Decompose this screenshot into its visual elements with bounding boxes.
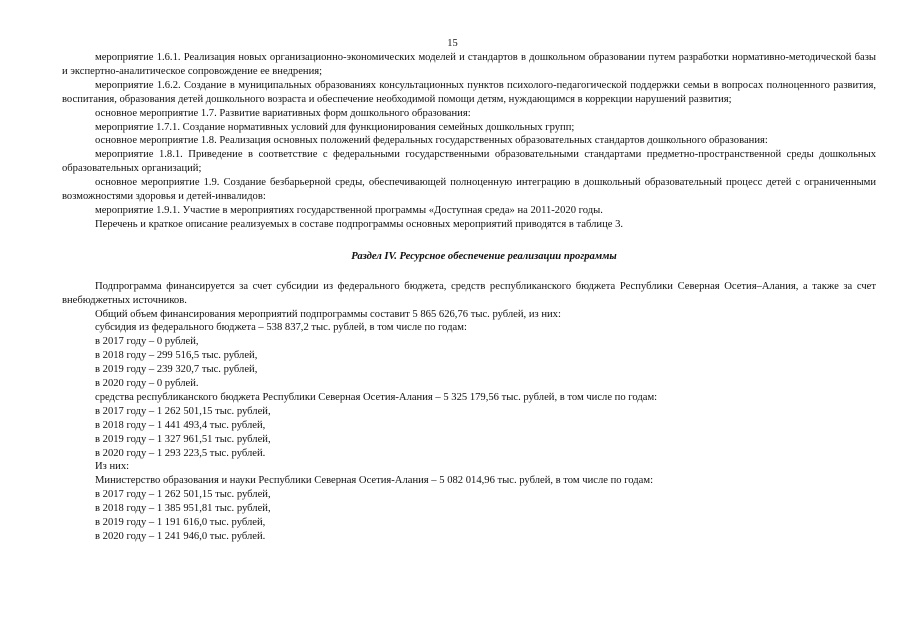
line-republic-2019: в 2019 году – 1 327 961,51 тыс. рублей, xyxy=(95,433,271,445)
line-federal-2018: в 2018 году – 299 516,5 тыс. рублей, xyxy=(95,350,258,362)
paragraph-measure-1-7-1: мероприятие 1.7.1. Создание нормативных условий для функционирования семейных дошкольных групп; xyxy=(95,121,575,133)
line-ministry-total: Министерство образования и науки Республики Северная Осетия-Алания – 5 082 014,96 тыс. рублей, в том числе по годам: xyxy=(95,475,654,487)
line-ministry-2019: в 2019 году – 1 191 616,0 тыс. рублей, xyxy=(95,517,266,529)
paragraph-main-measure-1-9: основное мероприятие 1.9. Создание безбарьерной среды, обеспечивающей полноценную интеграцию в дошкольный образовательный процесс детей с ограниченными возможностями здоровья и детей-инвалидов: xyxy=(62,177,876,203)
page-content xyxy=(62,51,876,544)
paragraph-main-measure-1-7: основное мероприятие 1.7. Развитие вариативных форм дошкольного образования: xyxy=(95,107,471,119)
line-ministry-2020: в 2020 году – 1 241 946,0 тыс. рублей. xyxy=(95,531,266,542)
line-republic-2020: в 2020 году – 1 293 223,5 тыс. рублей. xyxy=(95,447,266,459)
paragraph-table-reference: Перечень и краткое описание реализуемых в составе подпрограммы основных мероприятий приводятся в таблице 3. xyxy=(95,218,624,230)
line-republic-2018: в 2018 году – 1 441 493,4 тыс. рублей, xyxy=(95,419,266,431)
line-federal-2019: в 2019 году – 239 320,7 тыс. рублей, xyxy=(95,364,258,376)
line-federal-2017: в 2017 году – 0 рублей, xyxy=(95,336,199,348)
paragraph-funding-intro: Подпрограмма финансируется за счет субсидии из федерального бюджета, средств республиканского бюджета Республики Северная Осетия–Алания, а также за счет внебюджетных источников. xyxy=(62,280,876,306)
page-number: 15 xyxy=(447,38,458,49)
line-republic-budget: средства республиканского бюджета Республики Северная Осетия-Алания – 5 325 179,56 тыс. рублей, в том числе по годам: xyxy=(95,391,658,403)
line-ministry-2018: в 2018 году – 1 385 951,81 тыс. рублей, xyxy=(95,503,271,515)
line-federal-2020: в 2020 году – 0 рублей. xyxy=(95,378,199,390)
paragraph-main-measure-1-8: основное мероприятие 1.8. Реализация основных положений федеральных государственных образовательных стандартов дошкольного образования: xyxy=(95,135,768,147)
section-heading: Раздел IV. Ресурсное обеспечение реализации программы xyxy=(351,250,617,262)
line-ministry-2017: в 2017 году – 1 262 501,15 тыс. рублей, xyxy=(95,489,271,501)
paragraph-measure-1-8-1: мероприятие 1.8.1. Приведение в соответствие с федеральными государственными образовательными стандартами предметно-пространственной среды дошкольных образовательных организаций; xyxy=(62,149,876,175)
line-federal-subsidy: субсидия из федерального бюджета – 538 837,2 тыс. рублей, в том числе по годам: xyxy=(95,322,467,334)
line-of-them: Из них: xyxy=(95,461,130,473)
paragraph-measure-1-6-1: мероприятие 1.6.1. Реализация новых организационно-экономических моделей и стандартов в дошкольном образовании путем разработки нормативно-методической базы и экспертно-аналитическое сопровождение ее внедрения; xyxy=(62,52,876,77)
paragraph-measure-1-6-2: мероприятие 1.6.2. Создание в муниципальных образованиях консультационных пунктов психолого-педагогической поддержки семьи в вопросах полноценного развития, воспитания, образования детей дошкольного возраста и обеспечение необходимой помощи детям, нуждающимся в коррекции нарушений развития; xyxy=(62,79,876,105)
line-total-funding: Общий объем финансирования мероприятий подпрограммы составит 5 865 626,76 тыс. рублей, из них: xyxy=(95,308,561,320)
paragraph-measure-1-9-1: мероприятие 1.9.1. Участие в мероприятиях государственной программы «Доступная среда» на 2011-2020 годы. xyxy=(95,204,603,216)
line-republic-2017: в 2017 году – 1 262 501,15 тыс. рублей, xyxy=(95,405,271,417)
